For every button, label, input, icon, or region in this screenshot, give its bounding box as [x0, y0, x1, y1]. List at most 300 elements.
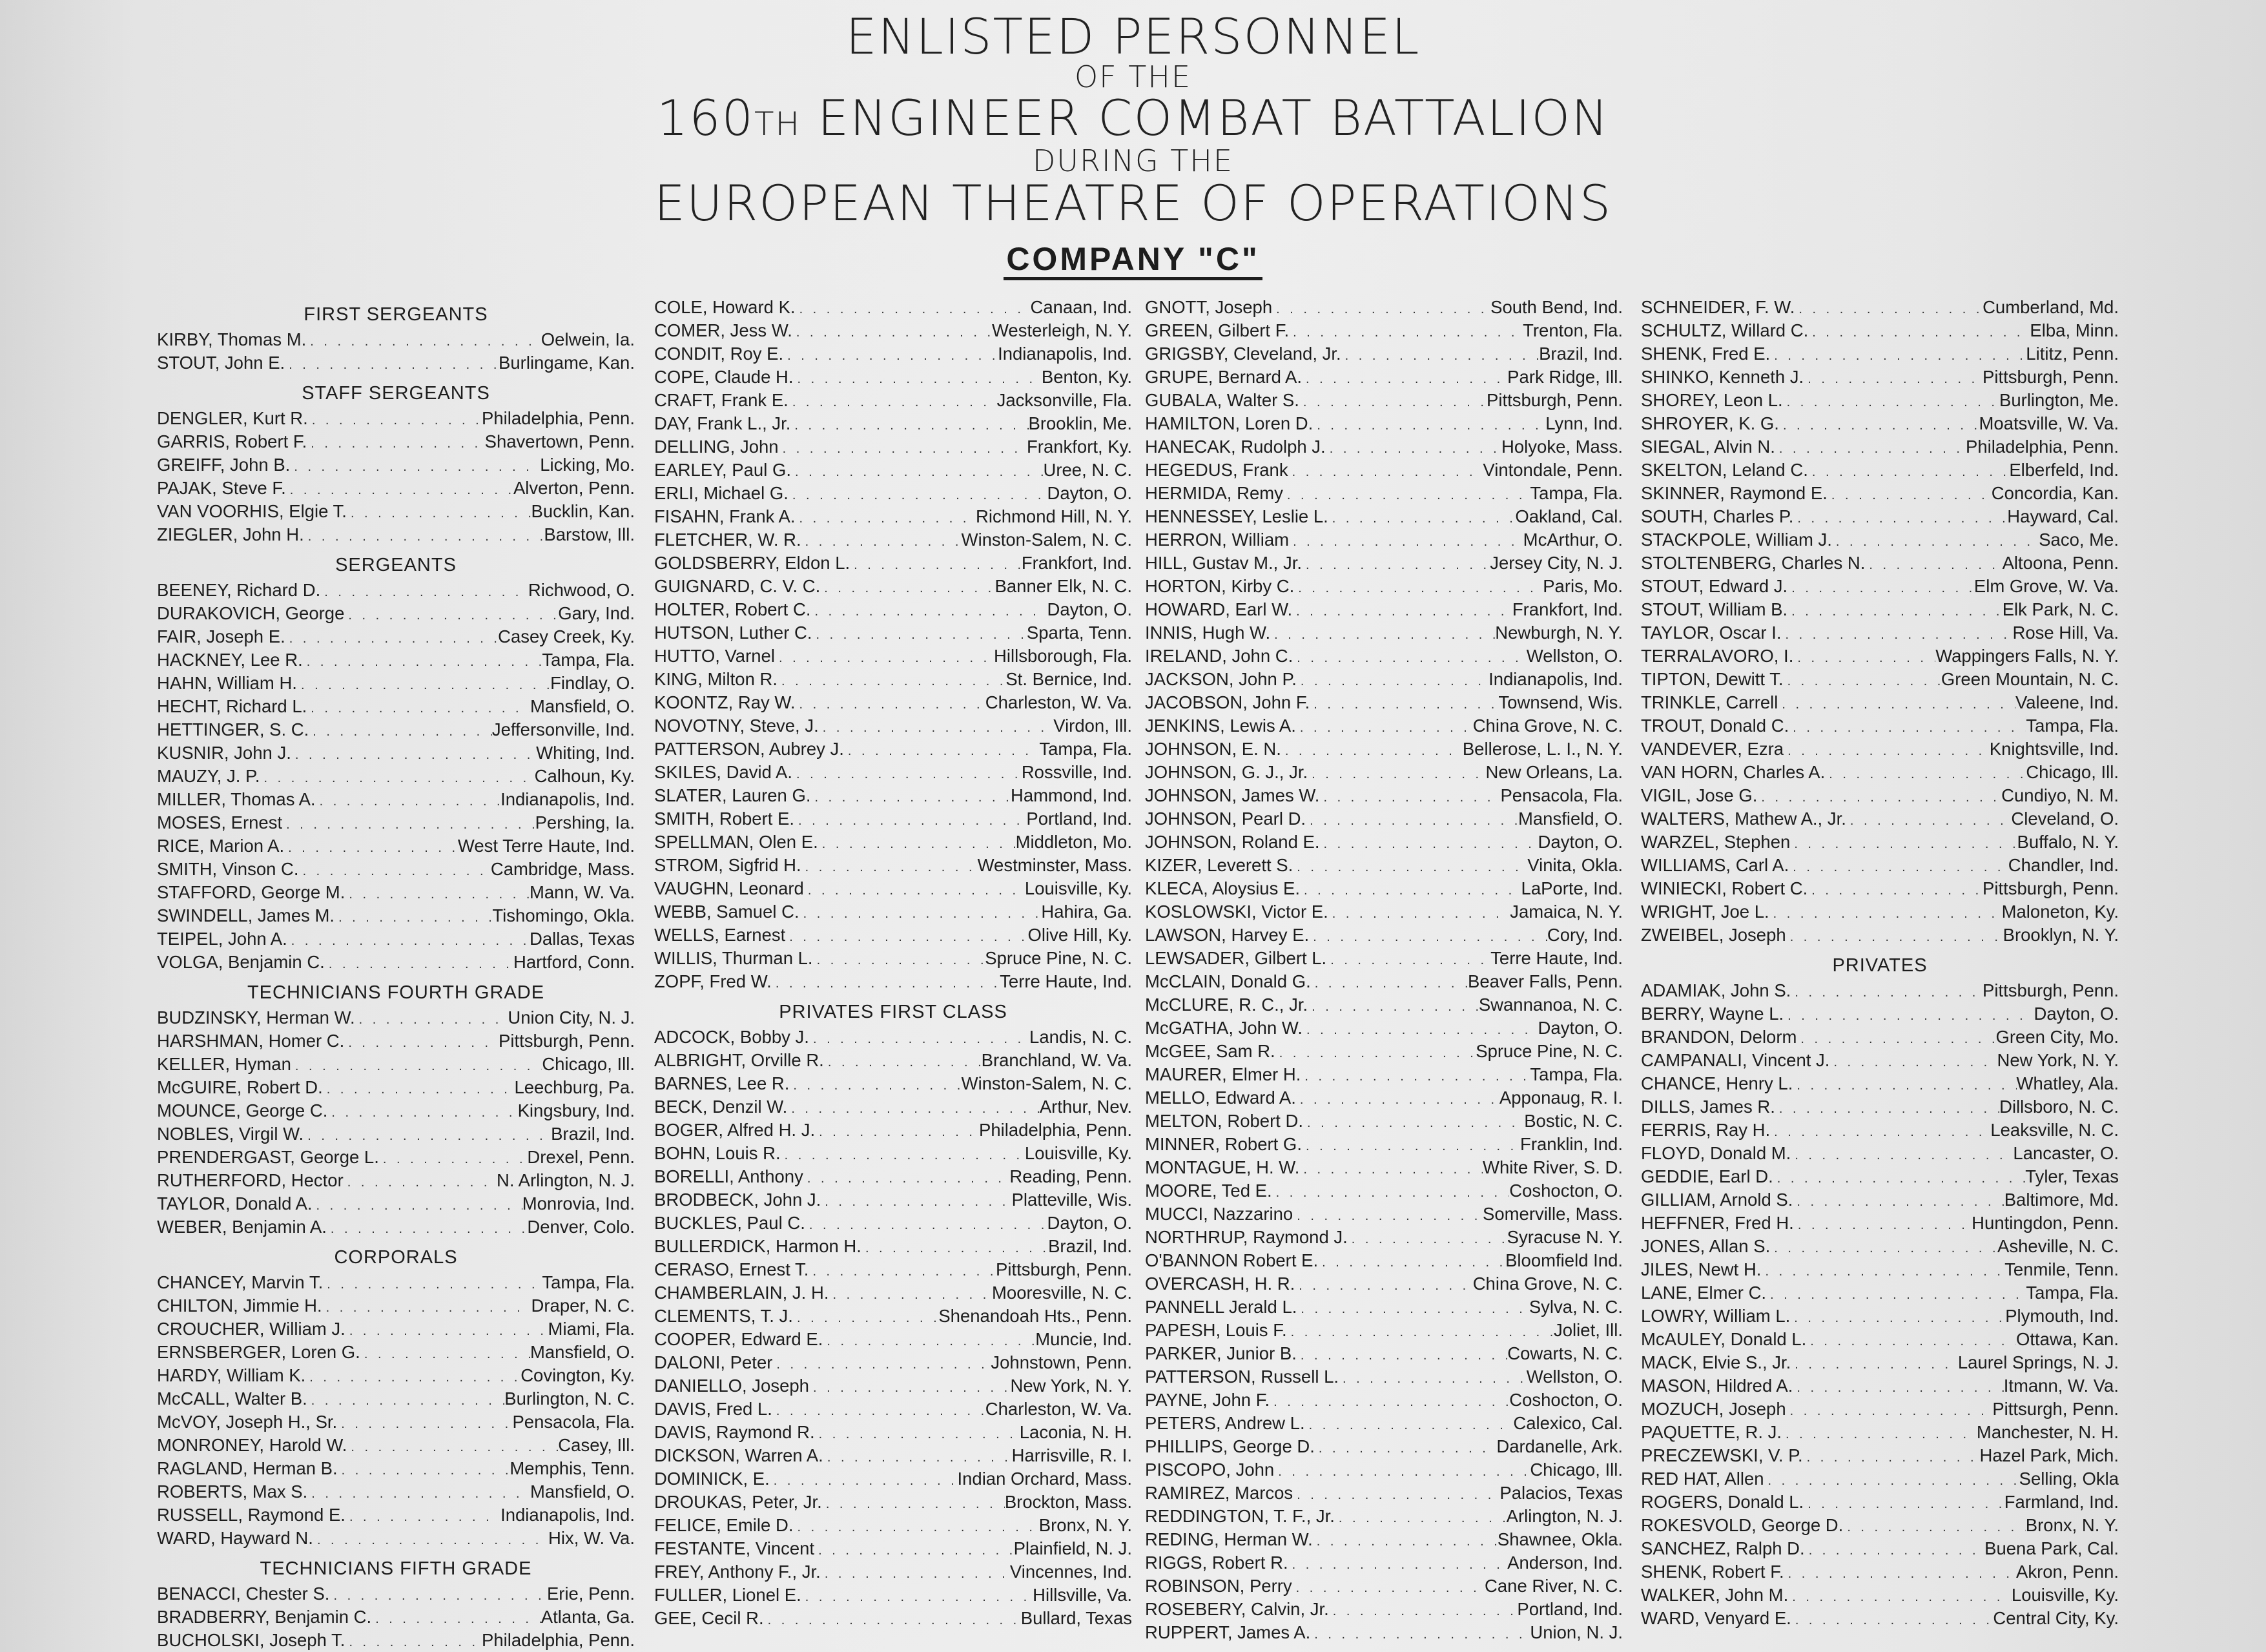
- dot-leader: [347, 500, 531, 523]
- dot-leader: [1778, 691, 2015, 714]
- roster-entry: [1641, 784, 2119, 807]
- roster-entry: [1641, 552, 2119, 575]
- roster-entry: [654, 1607, 1132, 1630]
- hometown: Frankfort, Ind.: [1512, 599, 1623, 619]
- hometown: Spruce Pine, N. C.: [1476, 1041, 1623, 1061]
- dot-leader: [1808, 459, 2009, 482]
- soldier-name: REDDINGTON, T. F., Jr.: [1145, 1506, 1335, 1526]
- dot-leader: [287, 927, 530, 951]
- hometown: Dayton, O.: [1047, 483, 1132, 503]
- roster-entry: [1641, 761, 2119, 784]
- hometown: Laurel Springs, N. J.: [1957, 1352, 2119, 1372]
- dot-leader: [1300, 877, 1521, 900]
- hometown: Bronx, N. Y.: [2025, 1515, 2119, 1535]
- dot-leader: [313, 1527, 548, 1550]
- soldier-name: ROSEBERY, Calvin, Jr.: [1145, 1599, 1329, 1619]
- hometown: Burlingame, Kan.: [499, 353, 635, 373]
- hometown: Reading, Penn.: [1009, 1166, 1132, 1186]
- soldier-name: JILES, Newt H.: [1641, 1259, 1762, 1279]
- soldier-name: PAJAK, Steve F.: [157, 478, 286, 498]
- soldier-name: FESTANTE, Vincent: [654, 1538, 815, 1558]
- roster-entry: [1145, 296, 1623, 319]
- roster-entry: [1145, 1203, 1623, 1226]
- dot-leader: [1328, 505, 1516, 528]
- dot-leader: [291, 1053, 542, 1076]
- roster-entry: [1145, 552, 1623, 575]
- roster-entry: [1641, 1584, 2119, 1607]
- hometown: Monrovia, Ind.: [522, 1193, 635, 1213]
- hometown: Baltimore, Md.: [2004, 1190, 2119, 1210]
- dot-leader: [379, 1146, 528, 1169]
- roster-entry: [1145, 1575, 1623, 1598]
- soldier-name: PAYNE, John F.: [1145, 1390, 1270, 1410]
- hometown: Indianapolis, Ind.: [998, 344, 1132, 364]
- dot-leader: [1288, 459, 1483, 482]
- dot-leader: [1310, 1621, 1530, 1644]
- soldier-name: BOHN, Louis R.: [654, 1143, 781, 1163]
- roster-entry: [1641, 575, 2119, 598]
- soldier-name: ZIEGLER, John H.: [157, 524, 304, 544]
- hometown: Elba, Minn.: [2030, 320, 2119, 340]
- dot-leader: [778, 668, 1005, 691]
- dot-leader: [337, 1410, 512, 1434]
- hometown: Altoona, Penn.: [2002, 553, 2119, 573]
- dot-leader: [1784, 668, 1941, 691]
- soldier-name: HUTTO, Varnel: [654, 646, 775, 666]
- hometown: Draper, N. C.: [531, 1296, 635, 1316]
- dot-leader: [307, 1480, 530, 1503]
- roster-entry: [1641, 1235, 2119, 1258]
- roster-entry: [1641, 807, 2119, 831]
- soldier-name: HUTSON, Luther C.: [654, 623, 812, 643]
- hometown: Concordia, Kan.: [1991, 483, 2119, 503]
- roster-entry: [157, 951, 635, 974]
- soldier-name: BRANDON, Delorm: [1641, 1027, 1797, 1047]
- hometown: Leechburg, Pa.: [514, 1077, 635, 1097]
- soldier-name: WEBB, Samuel C.: [654, 902, 799, 922]
- hometown: South Bend, Ind.: [1490, 297, 1623, 317]
- hometown: Whiting, Ind.: [536, 743, 635, 763]
- roster-entry: [654, 528, 1132, 552]
- hometown: Mann, W. Va.: [529, 882, 635, 902]
- soldier-name: RUPPERT, James A.: [1145, 1622, 1311, 1642]
- roster-entry: [1641, 505, 2119, 528]
- hometown: Itmann, W. Va.: [2003, 1376, 2119, 1396]
- dot-leader: [801, 528, 962, 552]
- dot-leader: [809, 1258, 996, 1281]
- soldier-name: FLOYD, Donald M.: [1641, 1143, 1791, 1163]
- hometown: Cumberland, Md.: [1983, 297, 2119, 317]
- roster-entry: [1145, 1365, 1623, 1389]
- dot-leader: [1308, 993, 1479, 1017]
- roster-entry: [157, 1006, 635, 1029]
- roster-entry: [654, 1328, 1132, 1351]
- soldier-name: CRAFT, Frank E.: [654, 390, 788, 410]
- dot-leader: [1310, 691, 1498, 714]
- hometown: Jeffersonville, Ind.: [491, 719, 635, 739]
- dot-leader: [260, 765, 534, 788]
- hometown: Lancaster, O.: [2013, 1143, 2119, 1163]
- hometown: Tampa, Fla.: [542, 1272, 635, 1292]
- roster-entry: [1145, 1110, 1623, 1133]
- roster-entry: [654, 1537, 1132, 1560]
- dot-leader: [1319, 784, 1500, 807]
- roster-entry: [654, 1584, 1132, 1607]
- hometown: Bellerose, L. I., N. Y.: [1462, 739, 1623, 759]
- roster-entry: [1145, 1179, 1623, 1203]
- hometown: Dardanelle, Ark.: [1496, 1436, 1623, 1456]
- hometown: Central City, Ky.: [1993, 1608, 2119, 1628]
- soldier-name: BUCHOLSKI, Joseph T.: [157, 1630, 345, 1650]
- roster-entry: [1641, 1398, 2119, 1421]
- dot-leader: [801, 1584, 1033, 1607]
- roster-entry: [157, 351, 635, 375]
- hometown: Tyler, Texas: [2025, 1166, 2119, 1186]
- hometown: Elm Grove, W. Va.: [1973, 576, 2119, 596]
- roster-entry: [1641, 1049, 2119, 1072]
- soldier-name: HANECAK, Rudolph J.: [1145, 437, 1326, 457]
- soldier-name: TROUT, Donald C.: [1641, 716, 1789, 736]
- hometown: Hix, W. Va.: [548, 1528, 635, 1548]
- dot-leader: [811, 784, 1011, 807]
- dot-leader: [1270, 1389, 1509, 1412]
- soldier-name: HOWARD, Earl W.: [1145, 599, 1293, 619]
- roster-column-3: [1145, 296, 1623, 1644]
- roster-entry: [1145, 924, 1623, 947]
- hometown: Tampa, Fla.: [1530, 1064, 1623, 1084]
- soldier-name: TAYLOR, Oscar I.: [1641, 623, 1782, 643]
- roster-entry: [654, 621, 1132, 645]
- soldier-name: MOSES, Ernest: [157, 812, 283, 832]
- dot-leader: [1295, 1272, 1472, 1296]
- roster-entry: [1641, 1444, 2119, 1467]
- dot-leader: [291, 741, 536, 765]
- dot-leader: [282, 811, 535, 834]
- dot-leader: [1779, 412, 1979, 435]
- dot-leader: [820, 575, 994, 598]
- roster-entry: [1145, 900, 1623, 924]
- roster-entry: [1641, 1328, 2119, 1351]
- dot-leader: [284, 834, 458, 858]
- soldier-name: SANCHEZ, Ralph D.: [1641, 1538, 1805, 1558]
- soldier-name: COLE, Howard K.: [654, 297, 796, 317]
- hometown: New Orleans, La.: [1485, 762, 1623, 782]
- soldier-name: WELLS, Earnest: [654, 925, 786, 945]
- hometown: Tampa, Fla.: [1530, 483, 1623, 503]
- roster-entry: [1641, 1421, 2119, 1444]
- soldier-name: HOLTER, Robert C.: [654, 599, 811, 619]
- hometown: Burlington, N. C.: [504, 1389, 635, 1409]
- dot-leader: [306, 328, 541, 351]
- soldier-name: PRENDERGAST, George L.: [157, 1147, 379, 1167]
- dot-leader: [299, 858, 491, 881]
- hometown: Terre Haute, Ind.: [1490, 948, 1623, 968]
- hometown: Winston-Salem, N. C.: [961, 530, 1132, 550]
- hometown: Platteville, Wis.: [1011, 1190, 1132, 1210]
- roster-entry: [654, 1421, 1132, 1444]
- hometown: Indianapolis, Ind.: [500, 1505, 635, 1525]
- soldier-name: RAMIREZ, Marcos: [1145, 1483, 1293, 1503]
- hometown: Benton, Ky.: [1041, 367, 1132, 387]
- soldier-name: SWINDELL, James M.: [157, 905, 335, 925]
- soldier-name: BULLERDICK, Harmon H.: [654, 1236, 861, 1256]
- hometown: Chicago, Ill.: [1530, 1460, 1623, 1480]
- dot-leader: [1272, 296, 1490, 319]
- roster-entry: [654, 714, 1132, 738]
- dot-leader: [1784, 1560, 2016, 1584]
- soldier-name: GEDDIE, Earl D.: [1641, 1166, 1773, 1186]
- dot-leader: [815, 1119, 979, 1142]
- soldier-name: COPE, Claude H.: [654, 367, 794, 387]
- soldier-name: FLETCHER, W. R.: [654, 530, 801, 550]
- roster-entry: [1145, 1458, 1623, 1482]
- roster-entry: [1641, 645, 2119, 668]
- roster-entry: [1145, 1156, 1623, 1179]
- hometown: Shawnee, Okla.: [1497, 1529, 1623, 1549]
- hometown: Jamaica, N. Y.: [1510, 902, 1623, 922]
- soldier-name: CHANCE, Henry L.: [1641, 1073, 1793, 1093]
- roster-entry: [1641, 1026, 2119, 1049]
- roster-entry: [157, 1582, 635, 1606]
- dot-leader: [788, 482, 1047, 505]
- soldier-name: LOWRY, William L.: [1641, 1306, 1791, 1326]
- roster-entry: [654, 691, 1132, 714]
- hometown: Winston-Salem, N. C.: [961, 1073, 1132, 1093]
- hometown: West Terre Haute, Ind.: [457, 836, 635, 856]
- soldier-name: FULLER, Lionel E.: [654, 1585, 801, 1605]
- dot-leader: [801, 854, 978, 877]
- dot-leader: [344, 1169, 497, 1192]
- dot-leader: [764, 1607, 1021, 1630]
- dot-leader: [286, 477, 513, 500]
- roster-entry: [1145, 598, 1623, 621]
- dot-leader: [304, 1122, 551, 1146]
- dot-leader: [1275, 1040, 1476, 1063]
- soldier-name: JOHNSON, Pearl D.: [1145, 809, 1306, 829]
- hometown: Anderson, Ind.: [1507, 1553, 1623, 1573]
- hometown: Selling, Okla: [2019, 1469, 2119, 1489]
- dot-leader: [1329, 1598, 1518, 1621]
- soldier-name: PETERS, Andrew L.: [1145, 1413, 1305, 1433]
- hometown: Knightsville, Ind.: [1989, 739, 2119, 759]
- dot-leader: [316, 788, 500, 811]
- dot-leader: [814, 1537, 1013, 1560]
- soldier-name: ERNSBERGER, Loren G.: [157, 1342, 360, 1362]
- hometown: Huntingdon, Penn.: [1972, 1213, 2119, 1233]
- roster-entry: [1641, 598, 2119, 621]
- dot-leader: [345, 881, 530, 904]
- roster-entry: [1145, 970, 1623, 993]
- dot-leader: [1770, 342, 2026, 366]
- dot-leader: [360, 1341, 530, 1364]
- roster-entry: [157, 765, 635, 788]
- roster-entry: [157, 1410, 635, 1434]
- roster-entry: [1641, 1002, 2119, 1026]
- hometown: Bullard, Texas: [1020, 1608, 1132, 1628]
- roster-entry: [1641, 528, 2119, 552]
- soldier-name: HAMILTON, Loren D.: [1145, 413, 1313, 433]
- hometown: Frankfort, Ind.: [1021, 553, 1132, 573]
- roster-entry: [1641, 854, 2119, 877]
- roster-entry: [1641, 831, 2119, 854]
- dot-leader: [785, 924, 1027, 947]
- soldier-name: GRIGSBY, Cleveland, Jr.: [1145, 344, 1341, 364]
- roster-entry: [1145, 877, 1623, 900]
- roster-entry: [1145, 1551, 1623, 1575]
- hometown: Mansfield, O.: [1518, 809, 1623, 829]
- dot-leader: [1782, 1421, 1977, 1444]
- soldier-name: MOZUCH, Joseph: [1641, 1399, 1786, 1419]
- dot-leader: [1791, 1142, 2013, 1165]
- hometown: Tishomingo, Okla.: [492, 905, 635, 925]
- roster-entry: [157, 1629, 635, 1652]
- title-number: 160: [656, 89, 754, 147]
- dot-leader: [1289, 319, 1523, 342]
- hometown: Green City, Mo.: [1995, 1027, 2119, 1047]
- roster-entry: [1641, 1351, 2119, 1374]
- roster-entry: [654, 342, 1132, 366]
- soldier-name: MASON, Hildred A.: [1641, 1376, 1793, 1396]
- roster-entry: [1145, 528, 1623, 552]
- soldier-name: WARD, Venyard E.: [1641, 1608, 1791, 1628]
- roster-entry: [654, 505, 1132, 528]
- roster-entry: [1145, 1528, 1623, 1551]
- roster-entry: [157, 1076, 635, 1099]
- hometown: China Grove, N. C.: [1472, 1274, 1623, 1294]
- hometown: Kingsbury, Ind.: [517, 1100, 635, 1120]
- dot-leader: [1797, 1026, 1995, 1049]
- dot-leader: [1790, 1305, 2005, 1328]
- hometown: Tampa, Fla.: [542, 650, 635, 670]
- roster-entry: [1641, 1560, 2119, 1584]
- dot-leader: [1287, 1319, 1554, 1342]
- roster-entry: [1145, 993, 1623, 1017]
- soldier-name: SKELTON, Leland C.: [1641, 460, 1808, 480]
- dot-leader: [1297, 1342, 1507, 1365]
- soldier-name: FISAHN, Frank A.: [654, 506, 796, 526]
- hometown: Vinita, Okla.: [1527, 855, 1623, 875]
- hometown: Union, N. J.: [1530, 1622, 1623, 1642]
- dot-leader: [1770, 1235, 1997, 1258]
- roster-entry: [654, 668, 1132, 691]
- roster-entry: [654, 1281, 1132, 1305]
- hometown: Louisville, Ky.: [2011, 1585, 2119, 1605]
- roster-entry: [1641, 1258, 2119, 1281]
- dot-leader: [305, 1364, 520, 1387]
- soldier-name: SHOREY, Leon L.: [1641, 390, 1783, 410]
- hometown: Moatsville, W. Va.: [1979, 413, 2119, 433]
- hometown: Wellston, O.: [1526, 1367, 1623, 1387]
- soldier-name: MOUNCE, George C.: [157, 1100, 328, 1120]
- roster-entry: [654, 1444, 1132, 1467]
- soldier-name: McGATHA, John W.: [1145, 1018, 1303, 1038]
- roster-entry: [654, 1142, 1132, 1165]
- dot-leader: [1289, 528, 1523, 552]
- soldier-name: BRODBECK, John J.: [654, 1190, 821, 1210]
- roster-entry: [157, 1029, 635, 1053]
- soldier-name: SHROYER, K. G.: [1641, 413, 1779, 433]
- soldier-name: FREY, Anthony F., Jr.: [654, 1562, 821, 1582]
- company-heading: [0, 240, 2266, 278]
- dot-leader: [793, 1514, 1038, 1537]
- hometown: Coshocton, O.: [1509, 1390, 1623, 1410]
- soldier-name: VANDEVER, Ezra: [1641, 739, 1784, 759]
- hometown: Asheville, N. C.: [1997, 1236, 2119, 1256]
- dot-leader: [1313, 1528, 1498, 1551]
- hometown: Richwood, O.: [528, 580, 635, 600]
- roster-entry: [654, 1258, 1132, 1281]
- soldier-name: JOHNSON, James W.: [1145, 785, 1320, 805]
- hometown: Laconia, N. H.: [1019, 1422, 1132, 1442]
- soldier-name: PAQUETTE, R. J.: [1641, 1422, 1782, 1442]
- soldier-name: DAVIS, Raymond R.: [654, 1422, 815, 1442]
- roster-entry: [1145, 1226, 1623, 1249]
- hometown: Shenandoah Hts., Penn.: [938, 1306, 1132, 1326]
- soldier-name: FELICE, Emile D.: [654, 1515, 794, 1535]
- soldier-name: WILLIS, Thurman L.: [654, 948, 813, 968]
- hometown: Bostic, N. C.: [1524, 1111, 1623, 1131]
- roster-entry: [654, 1514, 1132, 1537]
- hometown: Miami, Fla.: [548, 1319, 635, 1339]
- title-line-5: EUROPEAN THEATRE OF OPERATIONS: [654, 174, 1612, 232]
- soldier-name: SHENK, Fred E.: [1641, 344, 1771, 364]
- soldier-name: GARRIS, Robert F.: [157, 431, 307, 451]
- hometown: Valeene, Ind.: [2015, 692, 2119, 712]
- soldier-name: BARNES, Lee R.: [654, 1073, 790, 1093]
- soldier-name: JOHNSON, Roland E.: [1145, 832, 1320, 852]
- dot-leader: [304, 523, 544, 546]
- dot-leader: [796, 296, 1031, 319]
- soldier-name: HACKNEY, Lee R.: [157, 650, 303, 670]
- soldier-name: GUIGNARD, C. V. C.: [654, 576, 821, 596]
- soldier-name: PAPESH, Louis F.: [1145, 1320, 1287, 1340]
- hometown: Memphis, Tenn.: [510, 1458, 635, 1478]
- title-unit: ENGINEER COMBAT BATTALION: [801, 89, 1610, 147]
- dot-leader: [1825, 761, 2026, 784]
- roster-entry: [157, 1146, 635, 1169]
- hometown: Erie, Penn.: [546, 1584, 635, 1604]
- roster-entry: [1145, 831, 1623, 854]
- hometown: Mooresville, N. C.: [992, 1283, 1132, 1303]
- dot-leader: [1786, 1398, 1993, 1421]
- dot-leader: [818, 831, 1016, 854]
- roster-entry: [654, 761, 1132, 784]
- soldier-name: FAIR, Joseph E.: [157, 626, 285, 646]
- hometown: Cleveland, O.: [2011, 809, 2119, 829]
- soldier-name: KING, Milton R.: [654, 669, 778, 689]
- dot-leader: [325, 951, 513, 974]
- hometown: Calexico, Cal.: [1513, 1413, 1623, 1433]
- soldier-name: KLECA, Aloysius E.: [1145, 878, 1300, 898]
- roster-entry: [157, 328, 635, 351]
- soldier-name: FERRIS, Ray H.: [1641, 1120, 1771, 1140]
- roster-entry: [1145, 1621, 1623, 1644]
- dot-leader: [323, 1076, 515, 1099]
- hometown: Casey, Ill.: [558, 1435, 635, 1455]
- hometown: Harrisville, R. I.: [1011, 1445, 1132, 1465]
- soldier-name: STOUT, John E.: [157, 353, 285, 373]
- roster-entry: [1641, 435, 2119, 459]
- soldier-name: NOVOTNY, Steve, J.: [654, 716, 819, 736]
- soldier-name: SOUTH, Charles P.: [1641, 506, 1794, 526]
- roster-entry: [1145, 366, 1623, 389]
- section-heading: TECHNICIANS FIFTH GRADE: [260, 1558, 532, 1579]
- roster-entry: [654, 1235, 1132, 1258]
- soldier-name: TERRALAVORO, I.: [1641, 646, 1794, 666]
- dot-leader: [775, 645, 994, 668]
- hometown: Bronx, N. Y.: [1038, 1515, 1132, 1535]
- hometown: Indianapolis, Ind.: [1488, 669, 1623, 689]
